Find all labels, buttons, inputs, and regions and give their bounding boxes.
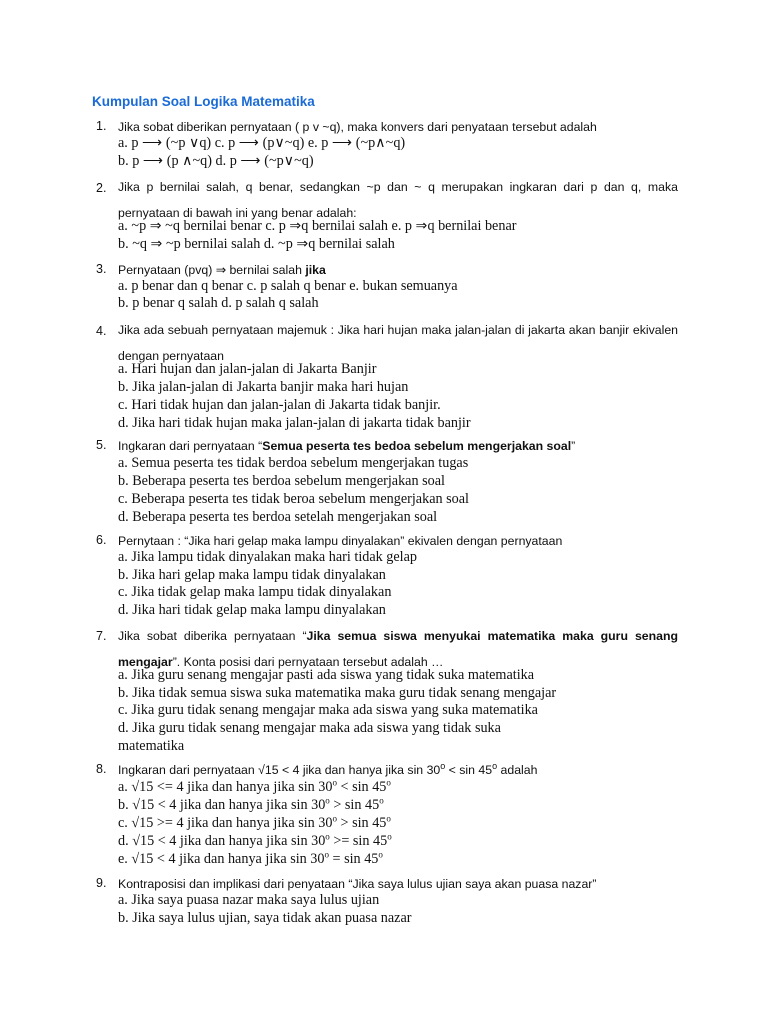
option-line: b. p benar q salah d. p salah q salah [118, 295, 319, 311]
question-number: 4. [96, 324, 107, 338]
degree-symbol: o [325, 795, 330, 806]
question-text: Jika ada sebuah pernyataan majemuk : Jika hari hujan maka jalan-jalan di jakarta akan banjir ekivalen dengan pernyataan [118, 323, 678, 363]
page-title: Kumpulan Soal Logika Matematika [92, 94, 315, 109]
question-text-bold: Jika semua siswa menyukai matematika maka guru senang mengajar [118, 629, 678, 669]
option-item: b. Beberapa peserta tes berdoa sebelum mengerjakan soal [118, 473, 445, 489]
option-text: > sin 45 [329, 797, 380, 813]
option-line: a. p ⟶ (~p ∨q) c. p ⟶ (p∨~q) e. p ⟶ (~p∧~q) [118, 135, 406, 151]
question-number: 3. [96, 262, 107, 276]
question-number: 5. [96, 438, 107, 452]
question-text: Jika p bernilai salah, q benar, sedangkan ~p dan ~ q merupakan ingkaran dari p dan q, maka pernyataan di bawah ini yang benar adalah: [118, 180, 678, 220]
degree-symbol: o [386, 813, 391, 824]
option-text: a. √15 <= 4 jika dan hanya jika sin 30 [118, 779, 333, 795]
question-number: 8. [96, 762, 107, 776]
option-line: a. ~p ⇒ ~q bernilai benar c. p ⇒q bernilai salah e. p ⇒q bernilai benar [118, 218, 517, 234]
question-text [118, 438, 678, 454]
question-text-part: Pernyataan (pvq) ⇒ bernilai salah [118, 263, 306, 277]
question-number: 2. [96, 181, 107, 195]
degree-symbol: o [379, 795, 384, 806]
option-item: d. Jika hari tidak hujan maka jalan-jalan di jakarta tidak banjir [118, 415, 471, 431]
question-number: 9. [96, 876, 107, 890]
option-item: a. Jika lampu tidak dinyalakan maka hari tidak gelap [118, 549, 418, 565]
option-text: > sin 45 [337, 815, 387, 831]
degree-symbol: o [332, 777, 337, 788]
option-item [118, 850, 383, 868]
option-item: a. Hari hujan dan jalan-jalan di Jakarta Banjir [118, 361, 377, 377]
option-item: c. Beberapa peserta tes tidak beroa sebelum mengerjakan soal [118, 491, 469, 507]
option-item: d. Beberapa peserta tes berdoa setelah mengerjakan soal [118, 509, 438, 525]
option-item: b. Jika hari gelap maka lampu tidak dinyalakan [118, 567, 386, 583]
degree-symbol: o [332, 813, 337, 824]
question-text [118, 262, 678, 278]
degree-symbol: o [325, 831, 330, 842]
option-text: b. √15 < 4 jika dan hanya jika sin 30 [118, 797, 326, 813]
degree-symbol: o [378, 849, 383, 860]
question-text: Jika sobat diberikan pernyataan ( p v ~q), maka konvers dari penyataan tersebut adalah [118, 120, 597, 134]
question-text [118, 762, 678, 778]
question-text: Pernytaan : “Jika hari gelap maka lampu dinyalakan” ekivalen dengan pernyataan [118, 534, 563, 548]
question-text-part: adalah [497, 763, 538, 777]
degree-symbol: o [440, 760, 446, 771]
option-item: a. Jika saya puasa nazar maka saya lulus ujian [118, 892, 380, 908]
question-text: Kontraposisi dan implikasi dari penyataan “Jika saya lulus ujian saya akan puasa nazar” [118, 877, 597, 891]
option-item: c. Jika tidak gelap maka lampu tidak dinyalakan [118, 584, 392, 600]
question-text-part: Jika sobat diberika pernyataan “ [118, 629, 307, 643]
option-item: b. Jika saya lulus ujian, saya tidak akan puasa nazar [118, 910, 412, 926]
degree-symbol: o [387, 831, 392, 842]
option-item: b. Jika tidak semua siswa suka matematika maka guru tidak senang mengajar [118, 685, 557, 701]
question-number: 1. [96, 119, 107, 133]
option-item: c. Hari tidak hujan dan jalan-jalan di Jakarta tidak banjir. [118, 397, 441, 413]
option-item [118, 796, 384, 814]
option-line: b. ~q ⇒ ~p bernilai salah d. ~p ⇒q bernilai salah [118, 236, 395, 252]
option-text: e. √15 < 4 jika dan hanya jika sin 30 [118, 851, 325, 867]
option-item [118, 778, 391, 796]
option-item: d. Jika hari tidak gelap maka lampu dinyalakan [118, 602, 386, 618]
option-line: a. p benar dan q benar c. p salah q benar e. bukan semuanya [118, 278, 458, 294]
option-item: a. Semua peserta tes tidak berdoa sebelum mengerjakan tugas [118, 455, 469, 471]
option-text: d. √15 < 4 jika dan hanya jika sin 30 [118, 833, 326, 849]
question-text-part: < sin 45 [445, 763, 493, 777]
option-line: b. p ⟶ (p ∧~q) d. p ⟶ (~p∨~q) [118, 153, 314, 169]
option-item: c. Jika guru tidak senang mengajar maka ada siswa yang suka matematika [118, 702, 538, 718]
degree-symbol: o [492, 760, 498, 771]
option-item: a. Jika guru senang mengajar pasti ada siswa yang tidak suka matematika [118, 667, 535, 683]
question-text-bold: jika [305, 263, 326, 277]
option-item: b. Jika jalan-jalan di Jakarta banjir maka hari hujan [118, 379, 409, 395]
option-item [118, 814, 391, 832]
degree-symbol: o [386, 777, 391, 788]
question-number: 7. [96, 629, 107, 643]
degree-symbol: o [324, 849, 329, 860]
option-item: d. Jika guru tidak senang mengajar maka ada siswa yang tidak suka [118, 720, 501, 736]
question-text-part: ”. Konta posisi dari pernyataan tersebut adalah … [172, 655, 444, 669]
option-text: < sin 45 [337, 779, 387, 795]
question-text-part: ” [571, 439, 576, 453]
option-text: c. √15 >= 4 jika dan hanya jika sin 30 [118, 815, 333, 831]
option-item: matematika [118, 738, 185, 754]
option-item [118, 832, 392, 850]
question-text-part: Ingkaran dari pernyataan “ [118, 439, 263, 453]
option-text: = sin 45 [329, 851, 379, 867]
question-text-bold: Semua peserta tes bedoa sebelum mengerjakan soal [262, 439, 572, 453]
option-text: >= sin 45 [329, 833, 388, 849]
question-number: 6. [96, 533, 107, 547]
question-text-part: Ingkaran dari pernyataan √15 < 4 jika dan hanya jika sin 30 [118, 763, 441, 777]
